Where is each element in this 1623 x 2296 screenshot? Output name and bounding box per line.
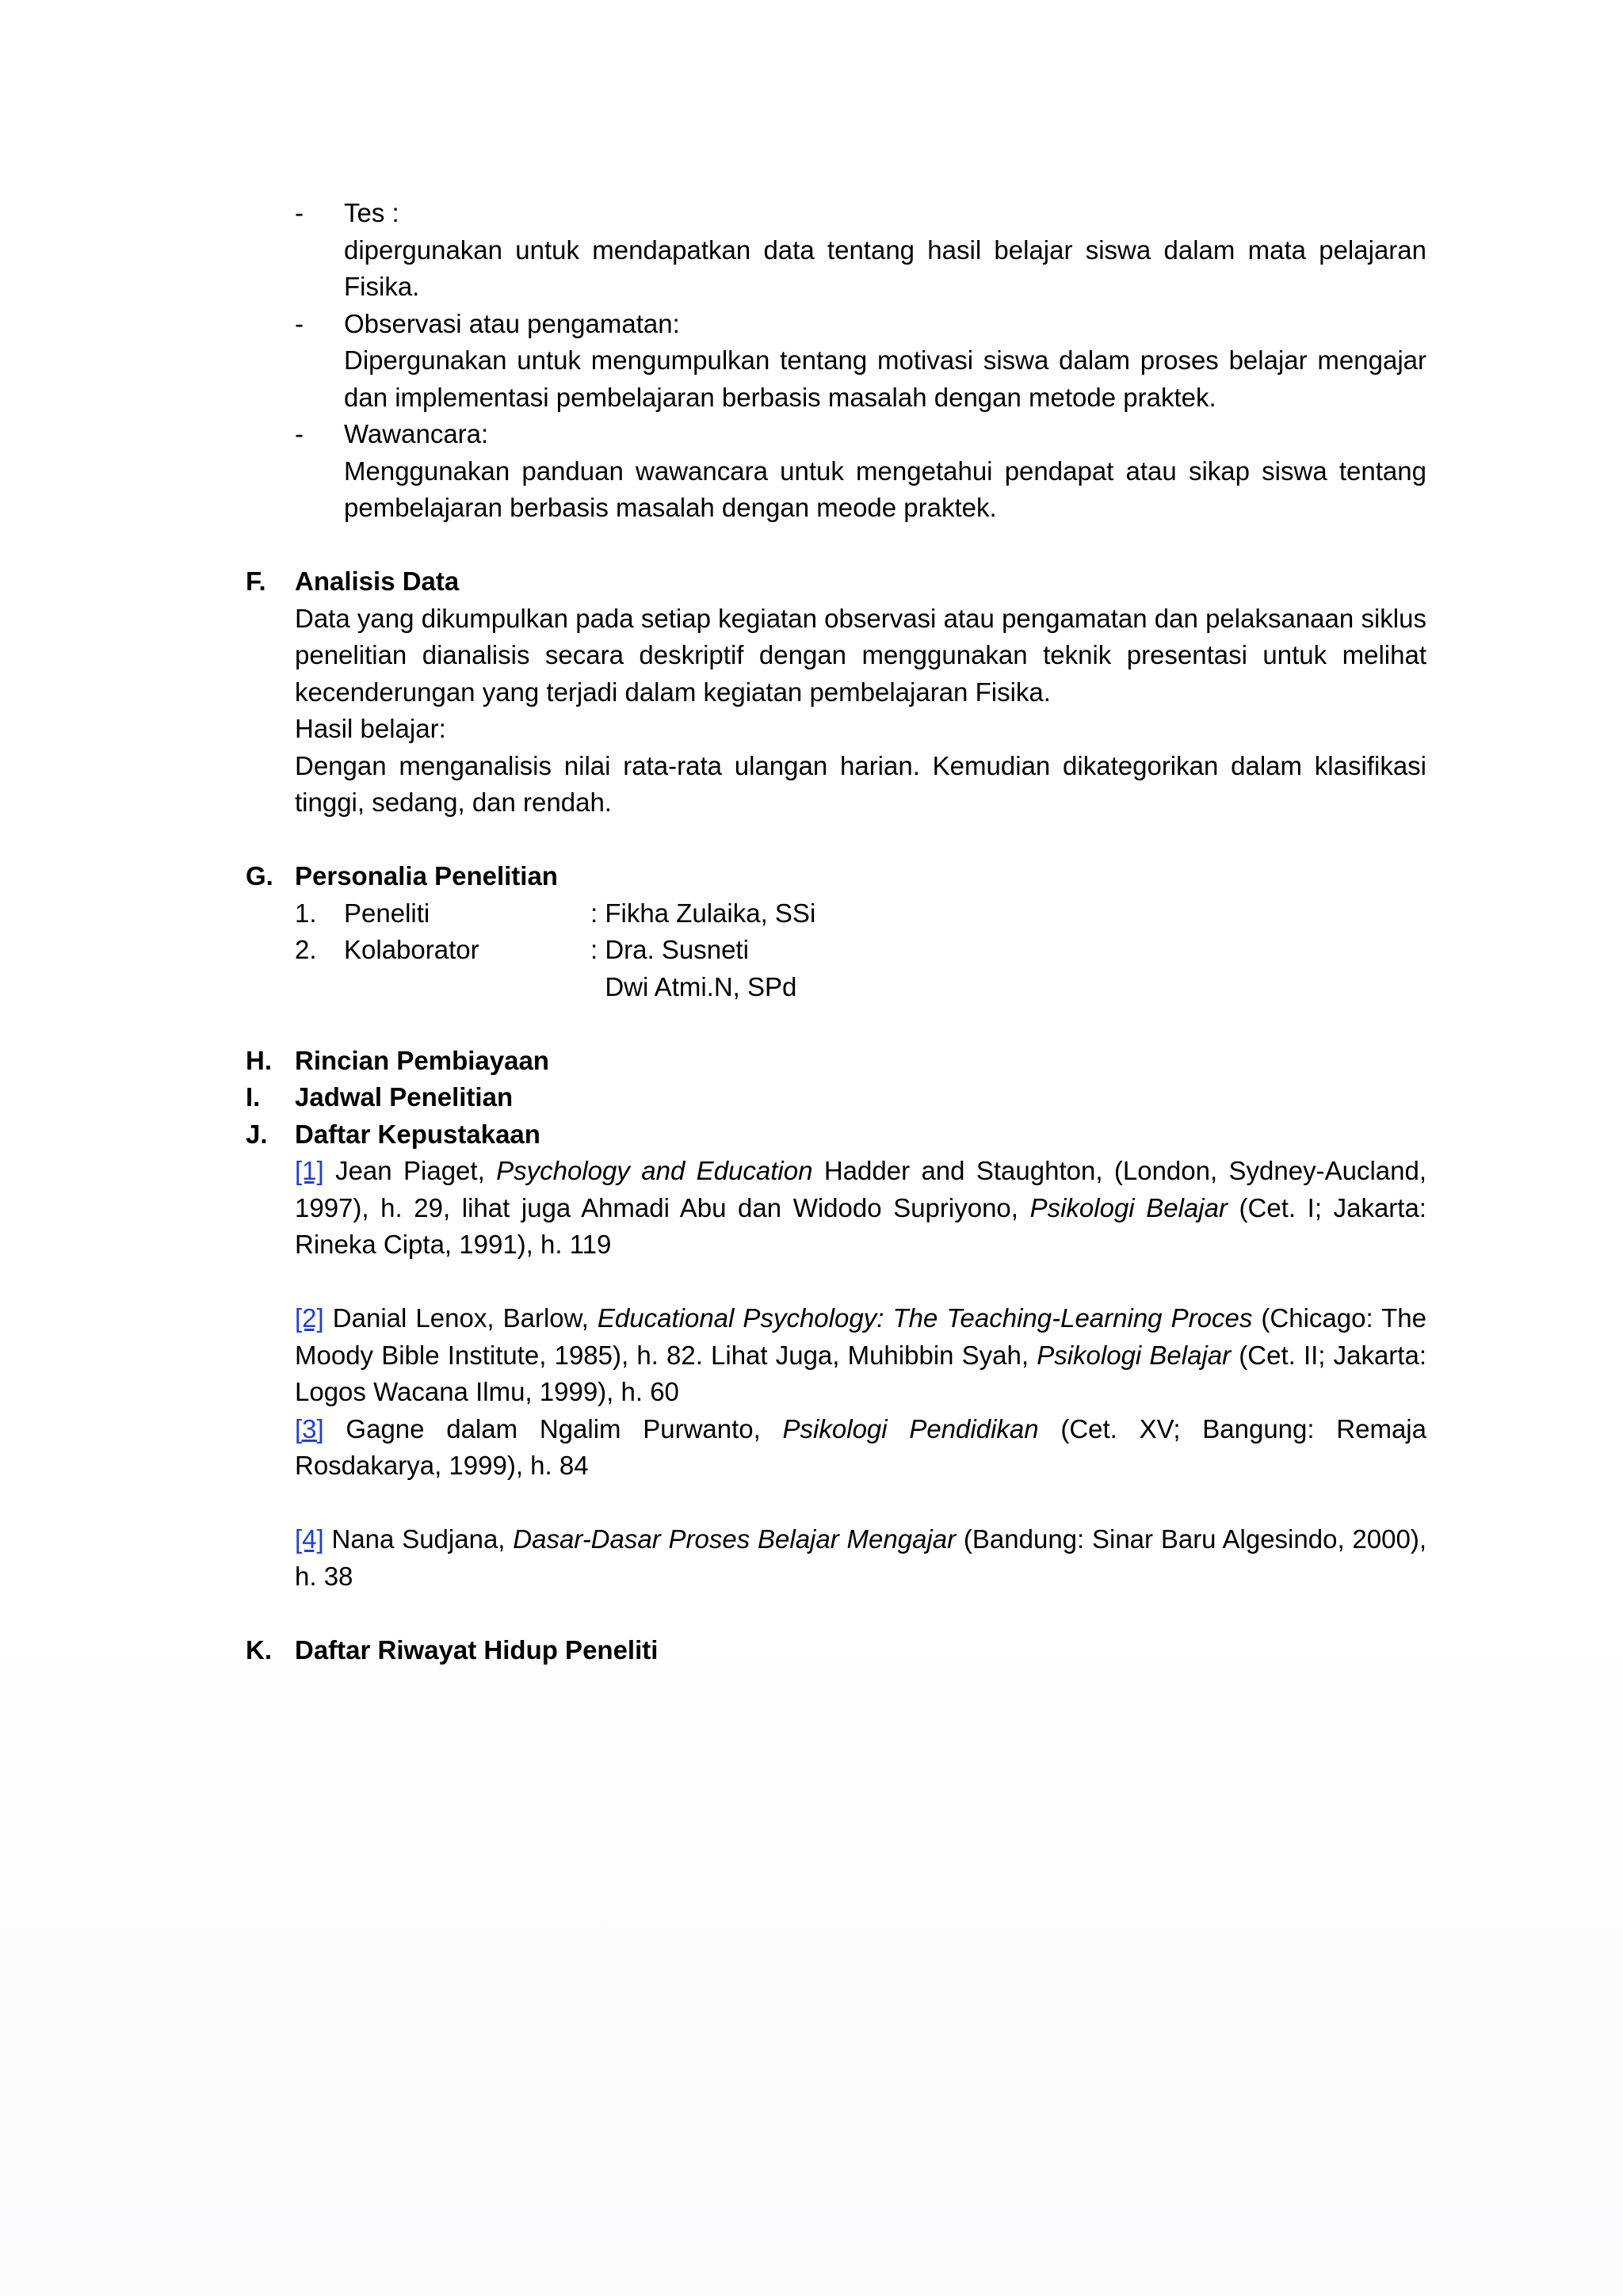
spacer [246, 1595, 1426, 1632]
reference-text: (Cet. XV; Bangung: Remaja Rosdakarya, 1999), h. 84 [295, 1413, 1426, 1480]
section-paragraph: Dengan menganalisis nilai rata-rata ulangan harian. Kemudian dikategorikan dalam klasifikasi tinggi, sedang, dan rendah. [295, 750, 1426, 817]
section-title: Daftar Riwayat Hidup Peneliti [295, 1634, 659, 1665]
personnel-number [295, 969, 344, 1006]
personnel-name: : Dra. Susneti [590, 935, 749, 964]
list-item [295, 306, 1426, 417]
section-title: Personalia Penelitian [295, 861, 558, 891]
reference-title: Educational Psychology: The Teaching-Learning Proces [597, 1303, 1253, 1333]
section-daftar-kepustakaan [246, 1116, 1426, 1596]
spacer [295, 1485, 1426, 1522]
section-title: Daftar Kepustakaan [295, 1119, 540, 1149]
reference-text: (Cet. I; Jakarta: Rineka Cipta, 1991), h. 119 [295, 1192, 1426, 1259]
section-analisis-data [246, 563, 1426, 822]
reference-link[interactable]: [2] [295, 1303, 324, 1333]
section-letter: K. [246, 1634, 272, 1665]
section-paragraph: Data yang dikumpulkan pada setiap kegiatan observasi atau pengamatan dan pelaksanaan siklus penelitian dianalisis secara deskriptif dengan menggunakan teknik presentasi untuk melihat kecenderungan yang terjadi dalam kegiatan pembelajaran Fisika. [295, 603, 1426, 707]
personnel-row [295, 969, 1426, 1006]
method-description: Menggunakan panduan wawancara untuk mengetahui pendapat atau sikap siswa tentang pembelajaran berbasis masalah dengan meode praktek. [344, 456, 1426, 522]
reference-link[interactable]: [1] [295, 1156, 324, 1185]
section-title: Analisis Data [295, 566, 460, 596]
personnel-number: 1. [295, 898, 317, 928]
section-jadwal-penelitian [246, 1079, 1426, 1116]
method-label: Tes : [344, 198, 399, 227]
spacer [246, 822, 1426, 859]
section-subheading: Hasil belajar: [295, 714, 446, 743]
reference-text: (Cet. II; Jakarta: Logos Wacana Ilmu, 1999), h. 60 [295, 1340, 1426, 1406]
section-letter: J. [246, 1119, 268, 1149]
list-item [295, 416, 1426, 527]
section-riwayat-hidup [246, 1632, 1426, 1669]
reference-title: Dasar-Dasar Proses Belajar Mengajar [513, 1524, 957, 1554]
section-letter: H. [246, 1045, 272, 1075]
spacer [246, 1005, 1426, 1043]
bullet-dash: - [295, 198, 304, 227]
section-title: Jadwal Penelitian [295, 1082, 514, 1112]
reference-text: Gagne dalam Ngalim Purwanto, [323, 1413, 783, 1444]
reference-text: Danial Lenox, Barlow, [323, 1303, 598, 1333]
personnel-name: Dwi Atmi.N, SPd [590, 971, 797, 1001]
reference-text: (Chicago: The Moody Bible Institute, 1985), h. 82. Lihat Juga, Muhibbin Syah, [295, 1303, 1426, 1370]
section-personalia [246, 858, 1426, 1005]
reference-text: Jean Piaget, [323, 1156, 497, 1185]
reference-title: Psychology and Education [496, 1156, 813, 1185]
reference-entry [295, 1411, 1426, 1485]
reference-entry [295, 1153, 1426, 1264]
section-letter: I. [246, 1082, 261, 1112]
spacer [246, 527, 1426, 564]
reference-link[interactable]: [4] [295, 1524, 324, 1554]
list-item [295, 195, 1426, 306]
reference-entry [295, 1521, 1426, 1595]
reference-title: Psikologi Pendidikan [782, 1413, 1039, 1444]
method-description: Dipergunakan untuk mengumpulkan tentang motivasi siswa dalam proses belajar mengajar dan implementasi pembelajaran berbasis masalah dengan metode praktek. [344, 345, 1426, 412]
reference-entry [295, 1300, 1426, 1411]
reference-link[interactable]: [3] [295, 1413, 324, 1444]
section-title: Rincian Pembiayaan [295, 1045, 549, 1075]
personnel-role [344, 969, 590, 1006]
section-letter: G. [246, 861, 273, 891]
reference-text: Nana Sudjana, [323, 1524, 514, 1554]
method-label: Observasi atau pengamatan: [344, 308, 680, 338]
section-letter: F. [246, 566, 266, 596]
spacer [295, 1264, 1426, 1301]
personnel-number: 2. [295, 935, 317, 964]
section-rincian-pembiayaan [246, 1043, 1426, 1080]
bullet-dash: - [295, 419, 304, 448]
personnel-role: Kolaborator [344, 935, 479, 964]
bullet-dash: - [295, 308, 304, 338]
reference-text: (Bandung: Sinar Baru Algesindo, 2000), h. 38 [295, 1524, 1426, 1591]
reference-title: Psikologi Belajar [1029, 1192, 1228, 1222]
personnel-role: Peneliti [344, 898, 430, 928]
reference-text: Hadder and Staughton, (London, Sydney-Aucland, 1997), h. 29, lihat juga Ahmadi Abu dan Widodo Supriyono, [295, 1156, 1427, 1222]
method-list [295, 195, 1426, 527]
method-description: dipergunakan untuk mendapatkan data tentang hasil belajar siswa dalam mata pelajaran Fisika. [344, 235, 1426, 301]
reference-title: Psikologi Belajar [1037, 1340, 1232, 1370]
method-label: Wawancara: [344, 419, 489, 448]
document-body [246, 195, 1426, 1669]
personnel-name: : Fikha Zulaika, SSi [590, 898, 816, 928]
personnel-row [295, 932, 1426, 969]
personnel-row [295, 895, 1426, 933]
